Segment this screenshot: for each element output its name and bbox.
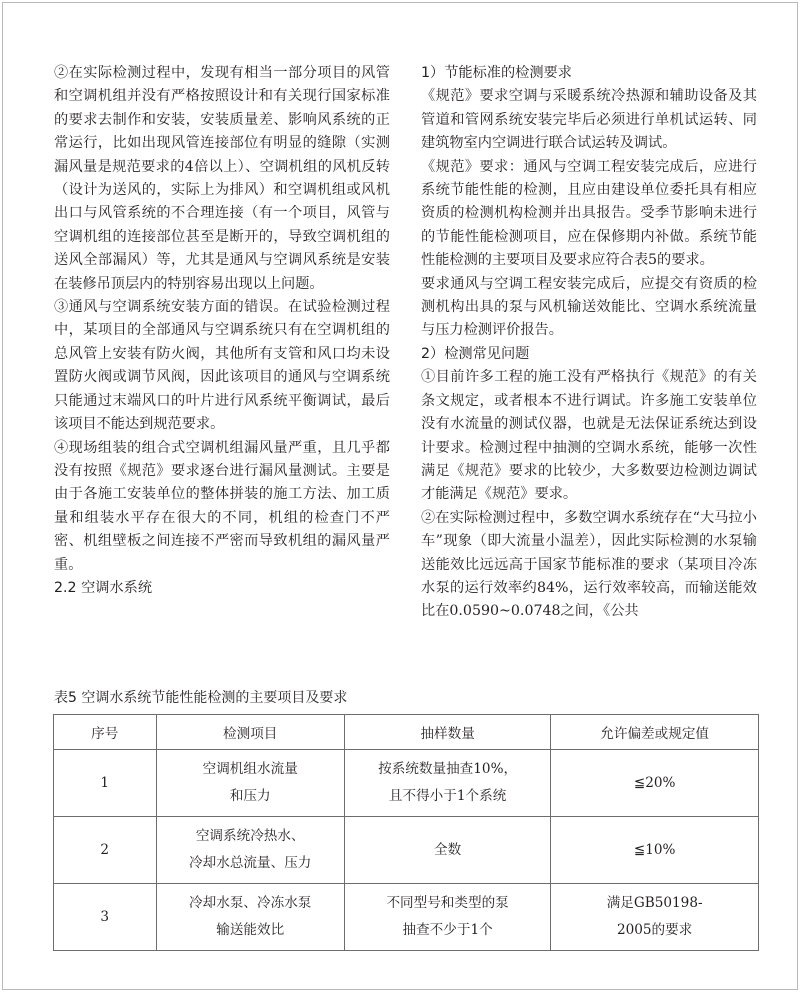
cell-line: 冷却水总流量、压力 bbox=[189, 855, 312, 871]
cell-line: 和压力 bbox=[229, 788, 271, 804]
cell-line: ≦20% bbox=[633, 774, 676, 791]
header-test-item: 检测项目 bbox=[156, 715, 344, 750]
cell-line: 不同型号和类型的泵 bbox=[386, 895, 509, 911]
cell-line: 按系统数量抽查10%， bbox=[378, 761, 518, 777]
left-column bbox=[54, 62, 390, 600]
subheading-testing-requirements: 1）节能标准的检测要求 bbox=[421, 65, 572, 81]
cell-sample-quantity bbox=[344, 817, 550, 884]
cell-line: ≦10% bbox=[633, 841, 676, 858]
cell-sample-quantity bbox=[344, 884, 550, 951]
cell-index: 3 bbox=[54, 884, 157, 951]
paragraph-installation-errors: ③通风与空调系统安装方面的错误。在试验检测过程中，某项目的全部通风与空调系统只有在空调机组的总风管上安装有防火阀，其他所有支管和风口均未设置防火阀或调节风阀，因此该项目的通风与空调系统只能通过末端风口的叶片进行风系统平衡调试，最后该项目不能达到规范要求。 bbox=[54, 299, 390, 433]
cell-index: 2 bbox=[54, 817, 157, 884]
cell-sample-quantity bbox=[344, 750, 550, 817]
cell-test-item bbox=[156, 750, 344, 817]
cell-line: 空调机组水流量 bbox=[202, 761, 298, 777]
cell-test-item bbox=[156, 817, 344, 884]
cell-line: 且不得小于1个系统 bbox=[388, 788, 507, 804]
cell-line: 抽查不少于1个 bbox=[402, 922, 493, 938]
paragraph-performance-testing: 《规范》要求：通风与空调工程安装完成后，应进行系统节能性能的检测，且应由建设单位委托具有相应资质的检测机构检测并出具报告。受季节影响未进行的节能性能检测项目，应在保修期内补做。系统节能性能检测的主要项目及要求应符合表5的要求。 bbox=[421, 158, 757, 269]
paragraph-standard-requirement: 《规范》要求空调与采暖系统冷热源和辅助设备及其管道和管网系统安装完毕后必须进行单机试运转、同建筑物室内空调进行联合试运转及调试。 bbox=[421, 88, 757, 152]
cell-line: 空调系统冷热水、 bbox=[195, 828, 305, 844]
paragraph-report-submission: 要求通风与空调工程安装完成后，应提交有资质的检测机构出具的泵与风机输送效能比、空调水系统流量与压力检测评价报告。 bbox=[421, 275, 757, 339]
cell-allowed-deviation bbox=[551, 817, 759, 884]
cell-line: 2005的要求 bbox=[616, 922, 693, 938]
cell-line: 全数 bbox=[434, 841, 462, 858]
cell-index: 1 bbox=[54, 750, 157, 817]
paragraph-air-leakage: ④现场组装的组合式空调机组漏风量严重，且几乎都没有按照《规范》要求逐台进行漏风量测试。主要是由于各施工安装单位的整体拼装的施工方法、加工质量和组装水平存在很大的不同，机组的检查门不严密、机组壁板之间连接不严密而导致机组的漏风量严重。 bbox=[54, 439, 390, 573]
paragraph-wind-duct-issues: ②在实际检测过程中，发现有相当一部分项目的风管和空调机组并没有严格按照设计和有关现行国家标准的要求去制作和安装，安装质量差、影响风系统的正常运行，比如出现风管连接部位有明显的缝隙（实测漏风量是规范要求的4倍以上）、空调机组的风机反转（设计为送风的，实际上为排风）和空调机组或风机出口与风管系统的不合理连接（有一个项目，风管与空调机组的连接部位甚至是断开的，导致空调机组的送风全部漏风）等，尤其是通风与空调风系统是安装在装修吊顶层内的特别容易出现以上问题。 bbox=[54, 65, 390, 292]
header-index: 序号 bbox=[54, 715, 157, 750]
table-row bbox=[54, 817, 759, 884]
subheading-common-problems: 2）检测常见问题 bbox=[421, 345, 530, 362]
cell-allowed-deviation bbox=[551, 750, 759, 817]
section-heading: 2.2 空调水系统 bbox=[54, 579, 153, 596]
cell-line: 输送能效比 bbox=[216, 922, 285, 938]
header-sample-quantity: 抽样数量 bbox=[344, 715, 550, 750]
right-column bbox=[421, 62, 757, 624]
header-allowed-deviation: 允许偏差或规定值 bbox=[551, 715, 759, 750]
table-row bbox=[54, 750, 759, 817]
cell-test-item bbox=[156, 884, 344, 951]
cell-line: 满足GB50198- bbox=[606, 895, 703, 911]
testing-items-table bbox=[53, 714, 759, 951]
cell-allowed-deviation bbox=[551, 884, 759, 951]
table-header-row bbox=[54, 715, 759, 750]
paragraph-big-horse-small-cart: ②在实际检测过程中，多数空调水系统存在“大马拉小车”现象（即大流量小温差），因此实际检测的水泵输送能效比远远高于国家节能标准的要求（某项目冷冻水泵的运行效率约84%，运行效率较高，而输送能效比在0.0590~0.0748之间，《公共 bbox=[421, 509, 757, 620]
paragraph-no-debugging: ①目前许多工程的施工没有严格执行《规范》的有关条文规定，或者根本不进行调试。许多施工安装单位没有水流量的测试仪器，也就是无法保证系统达到设计要求。检测过程中抽测的空调水系统，能够一次性满足《规范》要求的比较少，大多数要边检测边调试才能满足《规范》要求。 bbox=[421, 369, 757, 503]
cell-line: 冷却水泵、冷冻水泵 bbox=[189, 895, 312, 911]
table-row bbox=[54, 884, 759, 951]
table-caption: 表5 空调水系统节能性能检测的主要项目及要求 bbox=[54, 690, 348, 706]
